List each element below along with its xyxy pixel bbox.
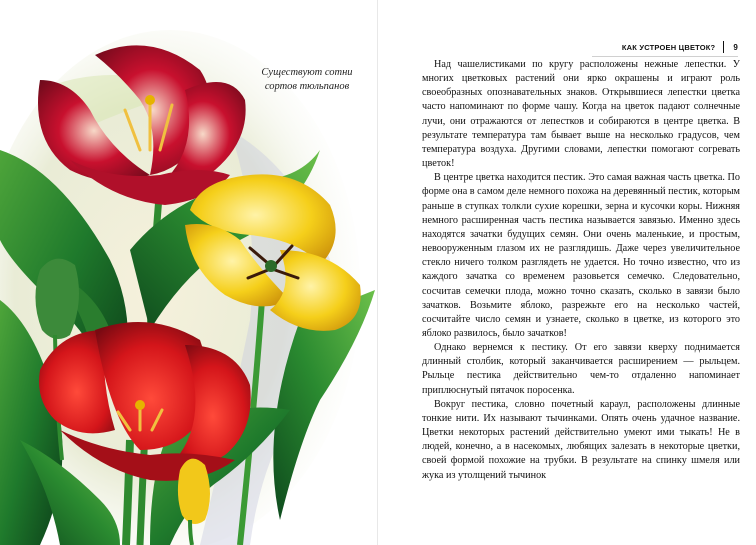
paragraph: Над чашелистиками по кругу расположены нежные лепестки. У многих цветковых растений они ярко окрашены и играют роль своеобразных опознавательных знаков. Открывшиеся лепестки цветка часто напоминают по форме чашу. Когда на цветок падают солнечные лучи, они отражаются от лепестков и собираются в центре цветка. В результате температура там бывает выше на несколько градусов, чем температура воздуха. Другими словами, лепестки помогают согревать цветок!: [422, 59, 740, 170]
right-page: [378, 0, 756, 545]
running-head-title: КАК УСТРОЕН ЦВЕТОК?: [621, 42, 716, 52]
page-number: 9: [733, 42, 738, 52]
running-head: [592, 40, 738, 54]
paragraph: Вокруг пестика, словно почетный караул, расположены длинные тонкие нити. Их называют тычинками. Опять очень удачное название. Цветки некоторых растений действительно умеют ими тыкать! Не в людей, конечно, а в насекомых, любящих залезать в некоторые цветки, своей формой похожие на трубки. В результате на спинку шмеля или жука из утолщений тычинок: [422, 398, 740, 481]
body-text: [422, 58, 740, 483]
running-head-separator: [723, 41, 724, 53]
paragraph: Однако вернемся к пестику. От его завязи кверху поднимается длинный столбик, который заканчивается расширением — рыльцем. Рыльце пестика действительно чем-то отдаленно напоминает приплюснутый пятачок поросенка.: [422, 342, 740, 396]
paragraph: В центре цветка находится пестик. Это самая важная часть цветка. По форме она в самом деле немного похожа на деревянный пестик, которым раньше в ступках толкли сухие корешки, зерна и кусочки коры. Нижняя немного расширенная часть пестика называется завязью. Именно здесь находятся зачатки будущих семян. Они очень маленькие, и простым, невооруженным глазом их не разглядишь. Даже через увеличительное стекло ничего толком разглядеть не удается. Но точно известно, что из каждого зачатка со временем разовьется семечко. Следовательно, сосчитав семечки плода, можно точно сказать, сколько в завязи было зачатков. Возьмите яблоко, разрежьте его на несколько частей, сосчитайте число семян и узнаете, сколько в цветке, из которого это яблоко развилось, было зачатков!: [422, 172, 740, 339]
illustration-caption: Существуют сотни сортов тюльпанов: [261, 67, 353, 92]
header-rule: [592, 56, 738, 57]
